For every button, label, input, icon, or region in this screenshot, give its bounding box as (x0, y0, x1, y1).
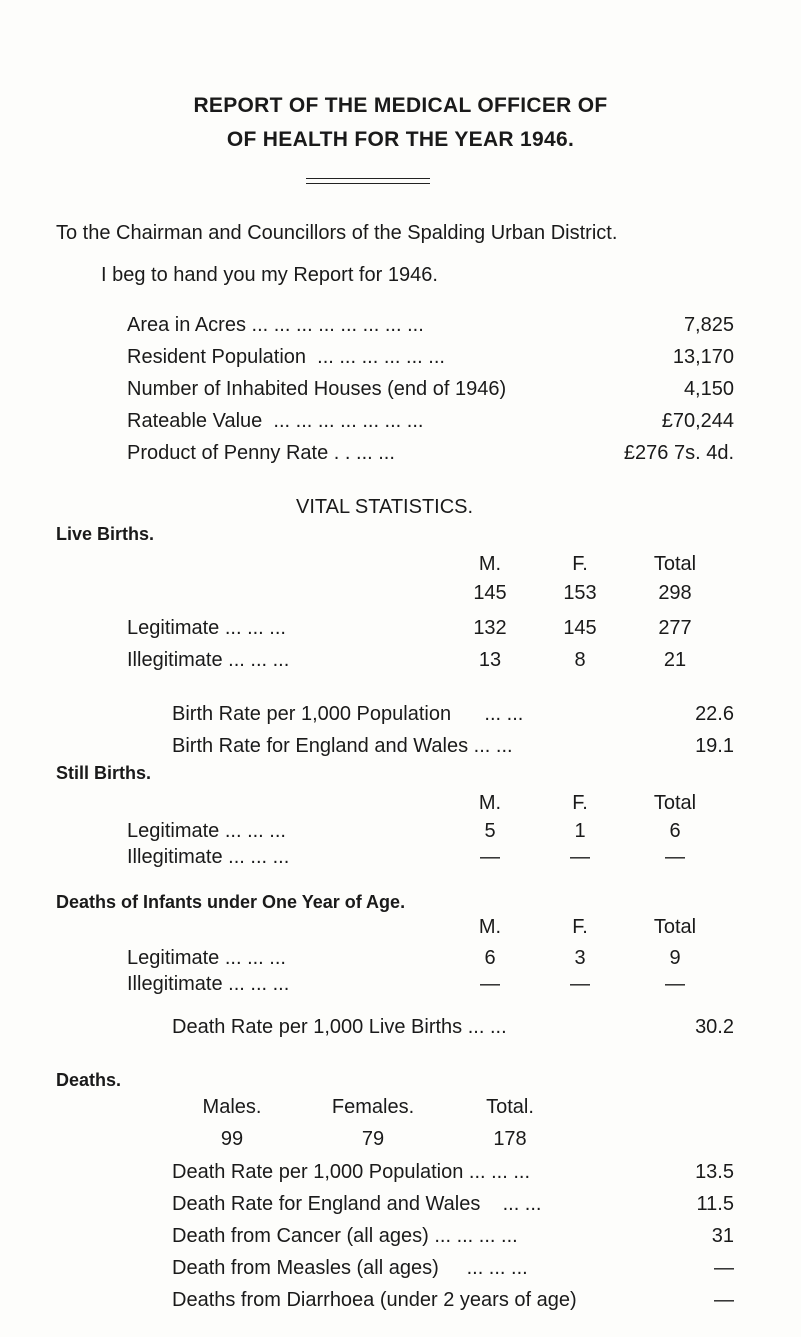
cell: 13 (478, 649, 502, 671)
still-births-heading: Still Births. (56, 763, 152, 783)
cell: — (570, 846, 590, 868)
cell: 21 (663, 649, 687, 671)
live-births-heading: Live Births. (56, 524, 155, 544)
divider-rule (306, 183, 430, 184)
cell: 3 (574, 947, 586, 969)
col-header-total: Total (653, 916, 697, 938)
col-header-m: M. (478, 916, 502, 938)
cell: 132 (473, 617, 507, 639)
deaths-item-value: — (714, 1289, 734, 1311)
cell: 145 (563, 617, 597, 639)
col-header-total: Total (653, 792, 697, 814)
cell: 178 (493, 1128, 527, 1150)
rate-label: Death Rate per 1,000 Live Births ... ... (172, 1016, 507, 1038)
col-header-m: M. (478, 553, 502, 575)
deaths-item-value: 13.5 (695, 1161, 734, 1183)
cell: 79 (361, 1128, 385, 1150)
summary-value: £70,244 (661, 410, 734, 432)
cell: 1 (574, 820, 586, 842)
row-label: Illegitimate ... ... ... (127, 846, 290, 868)
summary-value: 4,150 (683, 378, 734, 400)
cell: 8 (574, 649, 586, 671)
deaths-item-label: Death from Measles (all ages) ... ... ... (172, 1257, 528, 1279)
summary-value: 7,825 (683, 314, 734, 336)
summary-label: Area in Acres ... ... ... ... ... ... ... ... (127, 314, 424, 336)
rate-label: Birth Rate per 1,000 Population ... ... (172, 703, 524, 725)
summary-value: 13,170 (672, 346, 734, 368)
row-label: Legitimate ... ... ... (127, 947, 286, 969)
summary-label: Number of Inhabited Houses (end of 1946) (127, 378, 507, 400)
cell: 99 (220, 1128, 244, 1150)
deaths-item-label: Death Rate for England and Wales ... ... (172, 1193, 542, 1215)
title-line-1: REPORT OF THE MEDICAL OFFICER OF (193, 94, 608, 117)
cell: — (665, 973, 685, 995)
infant-deaths-heading: Deaths of Infants under One Year of Age. (56, 892, 406, 912)
col-header-f: F. (572, 916, 588, 938)
summary-value: £276 7s. 4d. (623, 442, 734, 464)
col-header-total: Total. (486, 1096, 534, 1118)
deaths-item-value: 11.5 (696, 1193, 734, 1215)
salutation: To the Chairman and Councillors of the Spalding Urban District. (56, 222, 618, 244)
vital-statistics-heading: VITAL STATISTICS. (296, 496, 474, 518)
deaths-item-value: — (714, 1257, 734, 1279)
col-header-f: F. (572, 553, 588, 575)
col-header-f: F. (572, 792, 588, 814)
cell: 277 (658, 617, 692, 639)
cell: 5 (484, 820, 496, 842)
divider-rule (306, 178, 430, 179)
row-label: Legitimate ... ... ... (127, 820, 286, 842)
col-header-m: M. (478, 792, 502, 814)
row-label: Illegitimate ... ... ... (127, 973, 290, 995)
cell: — (665, 846, 685, 868)
cell: 298 (658, 582, 692, 604)
col-header-males: Males. (202, 1096, 262, 1118)
cell: 145 (473, 582, 507, 604)
col-header-females: Females. (331, 1096, 415, 1118)
cell: 153 (563, 582, 597, 604)
deaths-item-value: 31 (711, 1225, 734, 1247)
deaths-item-label: Deaths from Diarrhoea (under 2 years of age) (172, 1289, 577, 1311)
rate-value: 19.1 (695, 735, 734, 757)
cell: 9 (669, 947, 681, 969)
row-label: Legitimate ... ... ... (127, 617, 286, 639)
title-line-2: OF HEALTH FOR THE YEAR 1946. (226, 128, 575, 151)
intro-text: I beg to hand you my Report for 1946. (101, 264, 438, 286)
rate-label: Birth Rate for England and Wales ... ... (172, 735, 513, 757)
deaths-heading: Deaths. (56, 1070, 122, 1090)
deaths-item-label: Death from Cancer (all ages) ... ... ... ... (172, 1225, 518, 1247)
col-header-total: Total (653, 553, 697, 575)
summary-label: Resident Population ... ... ... ... ... ... (127, 346, 445, 368)
cell: 6 (484, 947, 496, 969)
cell: — (480, 973, 500, 995)
cell: 6 (669, 820, 681, 842)
row-label: Illegitimate ... ... ... (127, 649, 290, 671)
cell: — (570, 973, 590, 995)
summary-label: Product of Penny Rate . . ... ... (127, 442, 395, 464)
deaths-item-label: Death Rate per 1,000 Population ... ... ... (172, 1161, 531, 1183)
rate-value: 30.2 (695, 1016, 734, 1038)
rate-value: 22.6 (695, 703, 734, 725)
cell: — (480, 846, 500, 868)
summary-label: Rateable Value ... ... ... ... ... ... ... (127, 410, 424, 432)
